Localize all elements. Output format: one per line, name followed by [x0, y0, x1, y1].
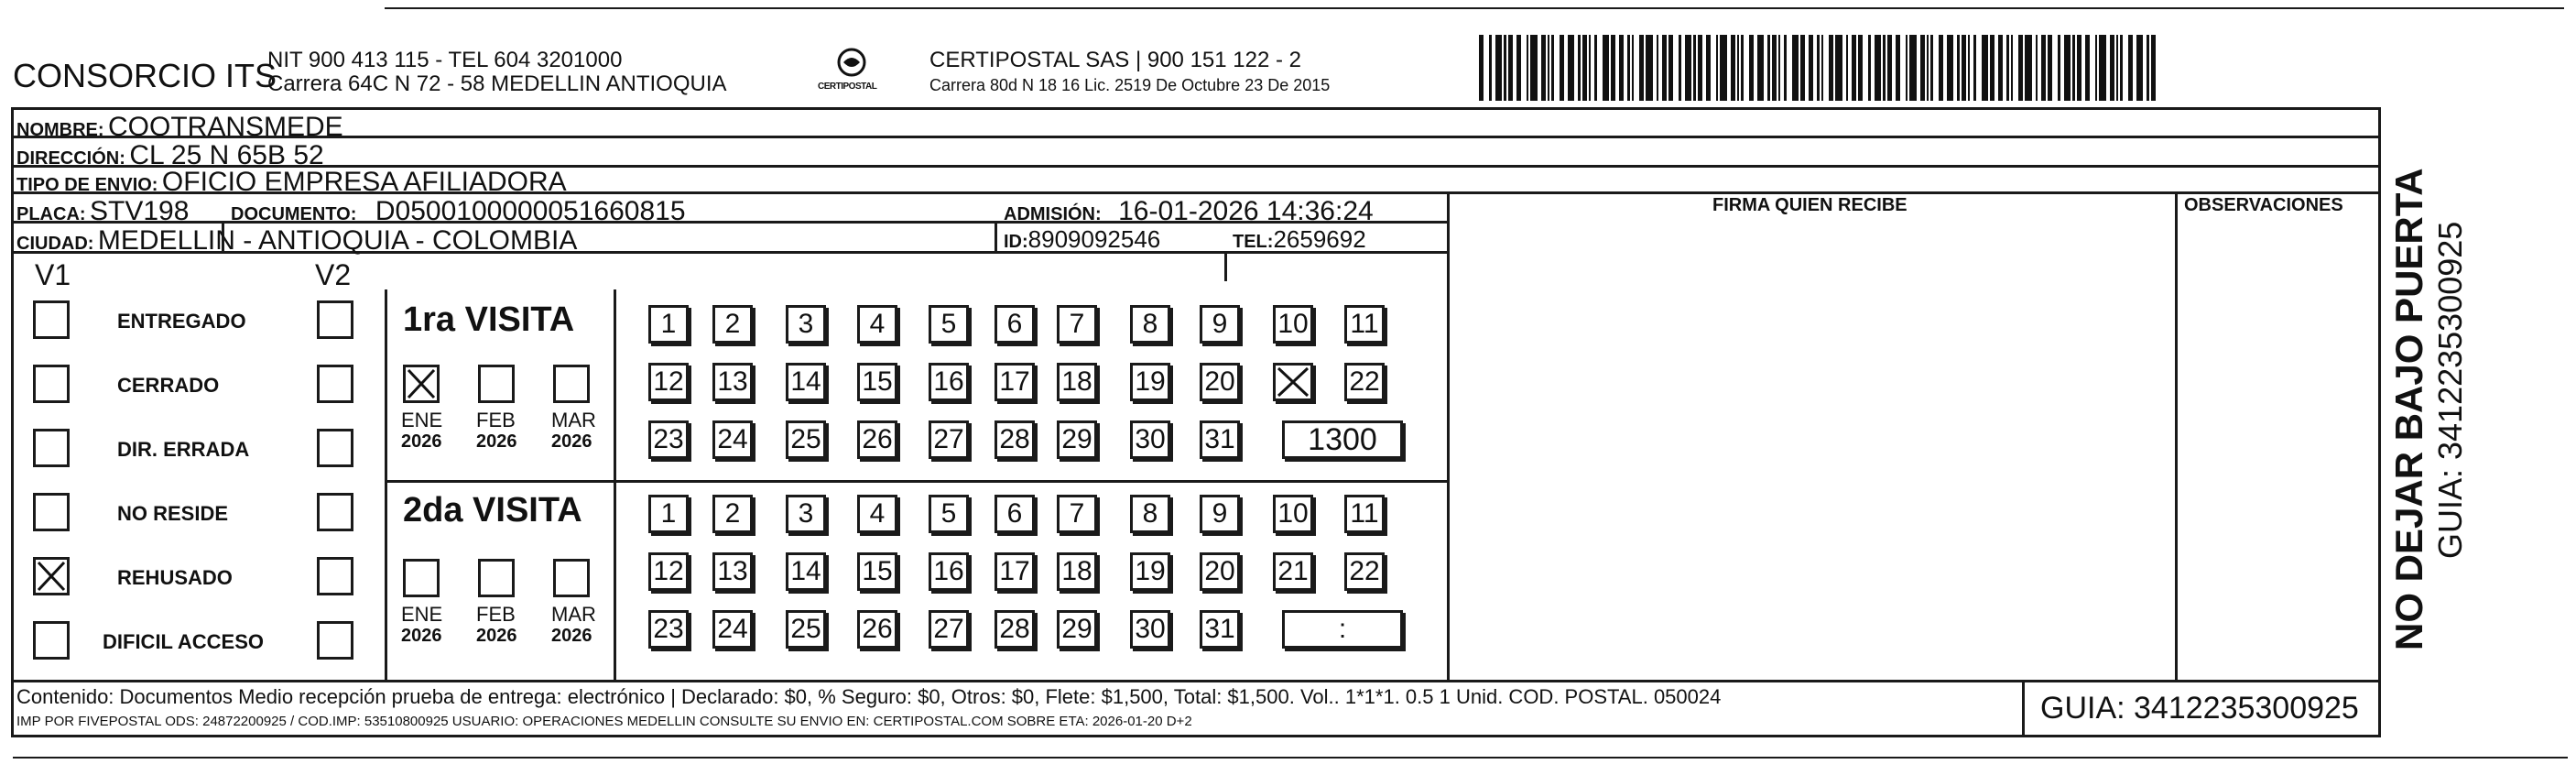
status-v2-checkbox[interactable]: [317, 300, 353, 339]
barcode-bar: [1568, 35, 1575, 101]
barcode-bar: [1706, 35, 1711, 101]
status-label: CERRADO: [117, 374, 220, 397]
second-month-year: 2026: [476, 626, 517, 646]
second-day-cell[interactable]: 4: [857, 495, 897, 533]
second-day-cell[interactable]: 6: [995, 495, 1035, 533]
barcode-bar: [1603, 35, 1610, 101]
barcode-bar: [2085, 35, 2090, 101]
status-v1-checkbox[interactable]: [33, 365, 70, 403]
first-day-cell[interactable]: 22: [1344, 363, 1385, 401]
company-name: CONSORCIO ITS: [13, 57, 277, 94]
id-label: ID:: [1004, 232, 1028, 252]
barcode-bar: [1846, 35, 1849, 101]
barcode-bar: [1578, 35, 1581, 101]
first-month-year: 2026: [476, 431, 517, 452]
barcode-bar: [1560, 35, 1564, 101]
second-day-cell[interactable]: 2: [712, 495, 753, 533]
v1-header: V1: [35, 258, 71, 291]
first-month-year: 2026: [401, 431, 442, 452]
second-day-cell[interactable]: 19: [1130, 552, 1170, 591]
barcode-bar: [2099, 35, 2106, 101]
barcode-bar: [2025, 35, 2032, 101]
barcode-bar: [1530, 35, 1538, 101]
top-cut-line: [385, 7, 2564, 9]
barcode-bar: [1551, 35, 1554, 101]
footer-guia: GUIA: 3412235300925: [2040, 691, 2359, 726]
first-month-name: ENE: [401, 409, 443, 431]
barcode-bar: [1858, 35, 1863, 101]
barcode-bar: [1548, 35, 1550, 101]
barcode-bar: [1896, 35, 1900, 101]
second-day-cell[interactable]: 8: [1130, 495, 1170, 533]
second-month-name: FEB: [476, 603, 516, 626]
barcode-bar: [1720, 35, 1727, 101]
barcode-bar: [2151, 35, 2156, 101]
second-day-cell[interactable]: 1: [648, 495, 689, 533]
first-day-cell[interactable]: 13: [712, 363, 753, 401]
footer-contenido: Contenido: Documentos Medio recepción prueba de entrega: electrónico | Declarado: $0, % Seguro: $0, Otros: $0, Flete: $1,500, Total: $1,500. Vol.. 1*1*1. 0.5 1 Unid. COD. POSTAL. 050024: [16, 685, 1722, 708]
barcode-bar: [1930, 35, 1933, 101]
second-month-name: ENE: [401, 603, 443, 626]
documento-label: DOCUMENTO:: [231, 204, 357, 224]
status-label: ENTREGADO: [117, 310, 246, 333]
barcode-bar: [1767, 35, 1770, 101]
first-month-name: MAR: [551, 409, 596, 431]
barcode-bar: [1809, 35, 1813, 101]
barcode-bar: [1693, 35, 1696, 101]
barcode-bar: [1737, 35, 1740, 101]
first-day-cell[interactable]: 12: [648, 363, 689, 401]
barcode-bar: [1516, 35, 1521, 101]
status-label: DIR. ERRADA: [117, 438, 250, 461]
observaciones-label: OBSERVACIONES: [2184, 195, 2343, 215]
barcode-bar: [1982, 35, 1989, 101]
first-day-cell[interactable]: 16: [929, 363, 969, 401]
direccion-value: CL 25 N 65B 52: [129, 140, 324, 170]
company-nit: NIT 900 413 115 - TEL 604 3201000: [267, 48, 623, 72]
id-value: 8909092546: [1027, 225, 1161, 253]
second-month-name: MAR: [551, 603, 596, 626]
second-month-year: 2026: [401, 626, 442, 646]
second-day-cell[interactable]: 12: [648, 552, 689, 591]
status-label: DIFICIL ACCESO: [103, 630, 265, 653]
barcode-bar: [1852, 35, 1856, 101]
barcode-bar: [2120, 35, 2123, 101]
second-day-cell[interactable]: 15: [857, 552, 897, 591]
barcode-bar: [1657, 35, 1659, 101]
first-day-cell[interactable]: 17: [995, 363, 1035, 401]
barcode: [1479, 35, 2157, 101]
first-day-cell[interactable]: 31: [1200, 420, 1240, 459]
barcode-bar: [1757, 35, 1765, 101]
barcode-bar: [1939, 35, 1943, 101]
barcode-bar: [1479, 35, 1484, 101]
barcode-bar: [1868, 35, 1871, 101]
second-day-cell[interactable]: 10: [1273, 495, 1313, 533]
barcode-bar: [1909, 35, 1917, 101]
status-v1-checkbox[interactable]: [33, 429, 70, 467]
barcode-bar: [1957, 35, 1960, 101]
first-month-year: 2026: [551, 431, 592, 452]
second-day-cell[interactable]: 23: [648, 610, 689, 649]
barcode-bar: [1920, 35, 1925, 101]
first-day-cell[interactable]: 24: [712, 420, 753, 459]
second-day-cell[interactable]: 26: [857, 610, 897, 649]
barcode-bar: [1968, 35, 1971, 101]
second-visit-title: 2da VISITA: [403, 491, 582, 529]
barcode-bar: [2041, 35, 2046, 101]
footer-imp: IMP POR FIVEPOSTAL ODS: 24872200925 / COD.IMP: 53510800925 USUARIO: OPERACIONES MEDELLIN CONSULTE SU ENVIO EN: CERTIPOSTAL.COM SOBRE ETA: 2026-01-20 D+2: [16, 714, 1192, 729]
barcode-bar: [1875, 35, 1882, 101]
second-month-checkbox[interactable]: [403, 559, 440, 597]
barcode-bar: [2058, 35, 2060, 101]
nombre-value: COOTRANSMEDE: [108, 112, 343, 142]
firma-label: FIRMA QUIEN RECIBE: [1712, 195, 1908, 215]
first-day-cell[interactable]: 5: [929, 305, 969, 344]
first-day-cell[interactable]: 27: [929, 420, 969, 459]
barcode-bar: [1541, 35, 1546, 101]
second-month-checkbox[interactable]: [553, 559, 590, 597]
first-day-cell[interactable]: 3: [786, 305, 826, 344]
barcode-bar: [2036, 35, 2038, 101]
barcode-bar: [1639, 35, 1644, 101]
first-time-box[interactable]: 1300: [1282, 420, 1403, 459]
barcode-bar: [1489, 35, 1492, 101]
barcode-bar: [1998, 35, 2003, 101]
second-day-cell[interactable]: 20: [1200, 552, 1240, 591]
second-day-cell[interactable]: 3: [786, 495, 826, 533]
ciudad-value: MEDELLIN - ANTIOQUIA - COLOMBIA: [97, 225, 578, 256]
second-day-cell[interactable]: 21: [1273, 552, 1313, 591]
barcode-bar: [1589, 35, 1592, 101]
first-day-cell[interactable]: 8: [1130, 305, 1170, 344]
tipo-envio-value: OFICIO EMPRESA AFILIADORA: [161, 167, 567, 197]
second-day-cell[interactable]: 7: [1057, 495, 1097, 533]
barcode-bar: [1927, 35, 1929, 101]
first-month-checkbox[interactable]: [553, 365, 590, 403]
first-day-cell[interactable]: 7: [1057, 305, 1097, 344]
second-day-cell[interactable]: 30: [1130, 610, 1170, 649]
second-day-cell[interactable]: 14: [786, 552, 826, 591]
second-month-year: 2026: [551, 626, 592, 646]
barcode-bar: [1627, 35, 1630, 101]
status-v2-checkbox[interactable]: [317, 429, 353, 467]
barcode-bar: [2077, 35, 2081, 101]
first-day-cell[interactable]: 6: [995, 305, 1035, 344]
company-address: Carrera 64C N 72 - 58 MEDELLIN ANTIOQUIA: [267, 71, 727, 96]
status-v1-checkbox[interactable]: [33, 300, 70, 339]
second-day-cell[interactable]: 13: [712, 552, 753, 591]
barcode-bar: [1662, 35, 1667, 101]
barcode-bar: [1973, 35, 1976, 101]
barcode-bar: [1619, 35, 1624, 101]
first-day-cell[interactable]: 2: [712, 305, 753, 344]
admision-value: 16-01-2026 14:36:24: [1118, 196, 1374, 226]
first-day-cell[interactable]: 28: [995, 420, 1035, 459]
second-day-cell[interactable]: 22: [1344, 552, 1385, 591]
barcode-bar: [1800, 35, 1805, 101]
second-day-cell[interactable]: 9: [1200, 495, 1240, 533]
barcode-bar: [1990, 35, 1994, 101]
second-day-cell[interactable]: 11: [1344, 495, 1385, 533]
first-month-checkbox[interactable]: [403, 365, 440, 403]
status-v2-checkbox[interactable]: [317, 493, 353, 531]
barcode-bar: [2147, 35, 2149, 101]
status-v1-checkbox[interactable]: [33, 557, 70, 595]
barcode-bar: [1508, 35, 1513, 101]
placa-label: PLACA:: [16, 204, 86, 224]
first-day-cell[interactable]: 4: [857, 305, 897, 344]
second-day-cell[interactable]: 27: [929, 610, 969, 649]
first-day-cell[interactable]: 23: [648, 420, 689, 459]
second-day-cell[interactable]: 17: [995, 552, 1035, 591]
first-day-cell[interactable]: 10: [1273, 305, 1313, 344]
barcode-bar: [1817, 35, 1820, 101]
barcode-bar: [1594, 35, 1597, 101]
first-day-cell[interactable]: 1: [648, 305, 689, 344]
barcode-bar: [1731, 35, 1735, 101]
barcode-bar: [1883, 35, 1886, 101]
barcode-bar: [1685, 35, 1692, 101]
nombre-label: NOMBRE:: [16, 120, 104, 140]
first-day-cell[interactable]: 20: [1200, 363, 1240, 401]
second-day-cell[interactable]: 24: [712, 610, 753, 649]
admision-label: ADMISIÓN:: [1004, 204, 1102, 224]
bottom-cut-line: [13, 757, 2568, 759]
placa-value: STV198: [90, 196, 190, 226]
status-v2-checkbox[interactable]: [317, 365, 353, 403]
documento-value: D0500100000051660815: [375, 196, 686, 226]
first-day-cell[interactable]: 15: [857, 363, 897, 401]
barcode-bar: [1646, 35, 1653, 101]
barcode-bar: [2064, 35, 2071, 101]
first-month-checkbox[interactable]: [478, 365, 515, 403]
barcode-bar: [1784, 35, 1787, 101]
first-day-cell[interactable]: 29: [1057, 420, 1097, 459]
barcode-bar: [1632, 35, 1635, 101]
second-day-cell[interactable]: 5: [929, 495, 969, 533]
second-day-cell[interactable]: 16: [929, 552, 969, 591]
barcode-bar: [1792, 35, 1799, 101]
tipo-envio-label: TIPO DE ENVIO:: [16, 175, 158, 195]
side-warning: NO DEJAR BAJO PUERTA: [2387, 168, 2430, 650]
first-day-cell[interactable]: 19: [1130, 363, 1170, 401]
barcode-bar: [1504, 35, 1506, 101]
first-day-cell[interactable]: 11: [1344, 305, 1385, 344]
v2-header: V2: [315, 258, 352, 291]
first-day-cell[interactable]: 26: [857, 420, 897, 459]
side-guia: GUIA: 3412235300925: [2431, 221, 2469, 559]
second-day-cell[interactable]: 28: [995, 610, 1035, 649]
barcode-bar: [1668, 35, 1673, 101]
first-month-name: FEB: [476, 409, 516, 431]
barcode-bar: [2136, 35, 2144, 101]
second-day-cell[interactable]: 29: [1057, 610, 1097, 649]
barcode-bar: [2048, 35, 2052, 101]
barcode-bar: [1829, 35, 1833, 101]
barcode-bar: [1749, 35, 1754, 101]
first-day-cell[interactable]: 25: [786, 420, 826, 459]
barcode-bar: [1527, 35, 1529, 101]
barcode-bar: [2128, 35, 2133, 101]
tel-value: 2659692: [1273, 225, 1366, 253]
certipostal-logo-text: CERTIPOSTAL: [818, 82, 877, 92]
certipostal-name: CERTIPOSTAL SAS | 900 151 122 - 2: [929, 48, 1301, 72]
barcode-bar: [1582, 35, 1587, 101]
certipostal-address: Carrera 80d N 18 16 Lic. 2519 De Octubre 23 De 2015: [929, 76, 1331, 94]
certipostal-logo: [810, 42, 893, 101]
barcode-bar: [2072, 35, 2075, 101]
ciudad-label: CIUDAD:: [16, 234, 94, 254]
status-v1-checkbox[interactable]: [33, 621, 70, 660]
first-day-cell[interactable]: 18: [1057, 363, 1097, 401]
tel-label: TEL:: [1233, 232, 1274, 252]
status-v2-checkbox[interactable]: [317, 557, 353, 595]
barcode-bar: [1821, 35, 1824, 101]
barcode-bar: [2011, 35, 2014, 101]
barcode-bar: [2095, 35, 2098, 101]
first-day-cell[interactable]: [1273, 363, 1313, 401]
status-label: REHUSADO: [117, 566, 233, 589]
barcode-bar: [1887, 35, 1892, 101]
first-day-cell[interactable]: 9: [1200, 305, 1240, 344]
second-day-cell[interactable]: 18: [1057, 552, 1097, 591]
second-month-checkbox[interactable]: [478, 559, 515, 597]
status-v1-checkbox[interactable]: [33, 493, 70, 531]
first-day-cell[interactable]: 14: [786, 363, 826, 401]
barcode-bar: [2006, 35, 2009, 101]
second-day-cell[interactable]: 25: [786, 610, 826, 649]
barcode-bar: [2110, 35, 2114, 101]
second-time-box[interactable]: :: [1282, 610, 1403, 649]
status-v2-checkbox[interactable]: [317, 621, 353, 660]
status-label: NO RESIDE: [117, 502, 229, 525]
barcode-bar: [1716, 35, 1719, 101]
barcode-bar: [1947, 35, 1954, 101]
barcode-bar: [1778, 35, 1781, 101]
barcode-bar: [2018, 35, 2023, 101]
barcode-bar: [1962, 35, 1966, 101]
barcode-bar: [1611, 35, 1615, 101]
first-visit-title: 1ra VISITA: [403, 300, 575, 339]
barcode-bar: [2116, 35, 2119, 101]
barcode-bar: [1698, 35, 1702, 101]
barcode-bar: [1906, 35, 1908, 101]
barcode-bar: [1679, 35, 1681, 101]
direccion-label: DIRECCIÓN:: [16, 148, 125, 169]
barcode-bar: [1495, 35, 1503, 101]
barcode-bar: [1835, 35, 1842, 101]
barcode-bar: [1741, 35, 1744, 101]
first-day-cell[interactable]: 30: [1130, 420, 1170, 459]
barcode-bar: [1772, 35, 1777, 101]
second-day-cell[interactable]: 31: [1200, 610, 1240, 649]
